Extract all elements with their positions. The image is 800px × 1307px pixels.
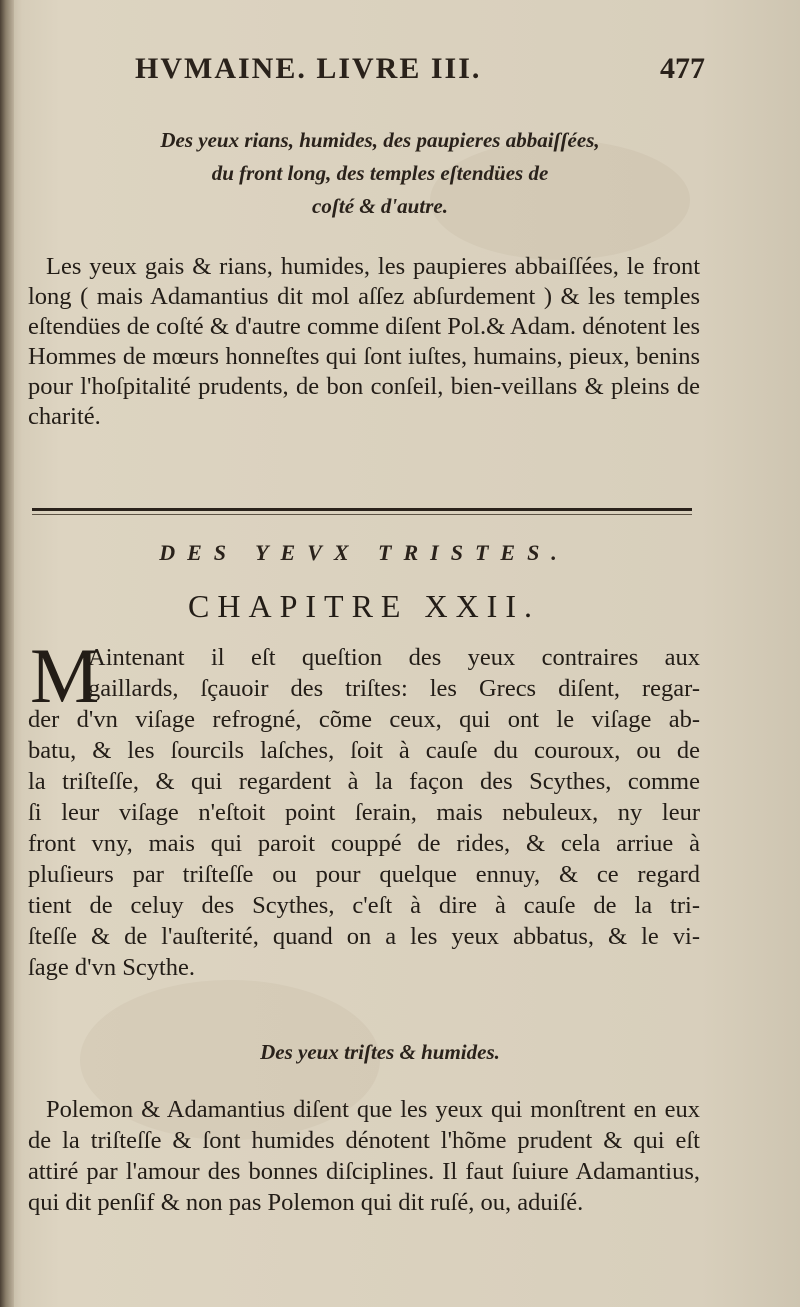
page-number: 477 bbox=[660, 52, 705, 85]
text-line: Aintenant il eſt queſtion des yeux contraires aux bbox=[88, 644, 700, 671]
page-header bbox=[135, 52, 705, 92]
section-paragraph: Polemon & Adamantius diſent que les yeux qui monſtrent en eux de la triſteſſe & ſont humides dénotent l'hõme prudent & qui eſt attiré par l'amour des bonnes diſciplines. Il faut ſuiure Adamantius, qui dit penſif & non pas Polemon qui dit ruſé, ou, aduiſé. bbox=[28, 1096, 700, 1216]
divider-rule-thin bbox=[32, 514, 692, 515]
text-line: la triſteſſe, & qui regardent à la façon des Scythes, comme bbox=[28, 768, 700, 795]
text-line: ſteſſe & de l'auſterité, quand on a les yeux abbatus, & le vi- bbox=[28, 923, 700, 950]
text-line: ſage d'vn Scythe. bbox=[28, 954, 196, 981]
text-line: front vny, mais qui paroit couppé de rides, & cela arriue à bbox=[28, 830, 700, 857]
text-line: pluſieurs par triſteſſe ou pour quelque ennuy, & ce regard bbox=[28, 861, 700, 888]
section-heading-line: Des yeux rians, humides, des paupieres abbaiſſées, bbox=[160, 128, 600, 152]
section-heading-line: coſté & d'autre. bbox=[312, 194, 448, 218]
text-line: tient de celuy des Scythes, c'eſt à dire à cauſe de la tri- bbox=[28, 892, 700, 919]
chapter-title: CHAPITRE XXII. bbox=[188, 588, 540, 624]
text-line: gaillards, ſçauoir des triſtes: les Grecs diſent, regar- bbox=[88, 675, 700, 702]
text-line: batu, & les ſourcils laſches, ſoit à cauſe du couroux, ou de bbox=[28, 737, 700, 764]
drop-cap: M bbox=[30, 632, 100, 719]
section-heading-line: du front long, des temples eſtendües de bbox=[211, 161, 549, 185]
divider-rule bbox=[32, 508, 692, 511]
running-title: HVMAINE. LIVRE III. bbox=[135, 52, 482, 85]
section-heading: Des yeux triſtes & humides. bbox=[260, 1040, 500, 1064]
text-line: der d'vn viſage refrogné, cõme ceux, qui ont le viſage ab- bbox=[28, 706, 700, 733]
section-title: DES YEVX TRISTES. bbox=[159, 540, 569, 565]
text-line: ſi leur viſage n'eſtoit point ſerain, mais nebuleux, ny leur bbox=[28, 799, 700, 826]
book-gutter bbox=[0, 0, 14, 1307]
chapter-paragraph bbox=[28, 632, 700, 983]
section-paragraph: Les yeux gais & rians, humides, les paupieres abbaiſſées, le front long ( mais Adamantius dit mol aſſez abſurdement ) & les temples eſtendües de coſté & d'autre comme diſent Pol.& Adam. dénotent les Hommes de mœurs honneſtes qui ſont iuſtes, humains, pieux, benins pour l'hoſpitalité prudents, de bon conſeil, bien-veillans & pleins de charité. bbox=[28, 253, 700, 430]
